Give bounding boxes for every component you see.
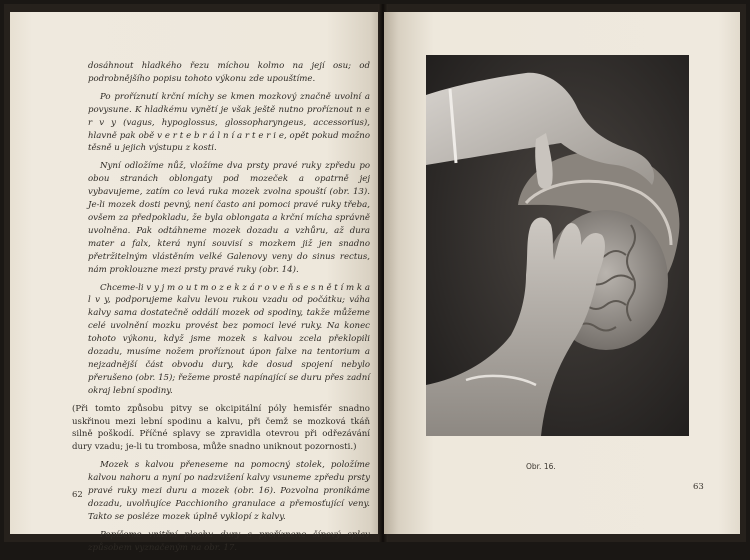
left-page bbox=[10, 12, 382, 553]
right-page bbox=[384, 12, 740, 534]
brain-removal-photo bbox=[426, 55, 689, 436]
page-number: 63 bbox=[693, 482, 704, 492]
open-book bbox=[4, 4, 746, 553]
paragraph: Mozek s kalvou přeneseme na pomocný stolek, položíme kalvou nahoru a nyní po nadzvižení kalvy vsuneme zpředu prsty pravé ruky mezi duru a mozek (obr. 16). Pozvolna pronikáme dozadu, uvolňujíce Pacchioniho granulace a přemosťující veny. Takto se posléze mozek úplně vyklopí z kalvy. bbox=[88, 460, 370, 522]
paragraph: Po proříznutí krční míchy se kmen mozkový značně uvolní a povysune. K hladkému vynětí je však ještě nutno proříznout n e r v y (vagus, hypoglossus, glossopharyngeus, accessorius), hlavně pak obě v e r t e b r á l n í a r t e r i e, opět pokud možno těsně u jejich výstupu z kosti. bbox=[88, 91, 370, 154]
paragraph: Nyní odložíme nůž, vložíme dva prsty pravé ruky zpředu po obou stranách oblongaty pod mozeček a opatrně jej vybavujeme, zatím co levá ruka mozek zvolna spouští (obr. 13). Je-li mozek dosti pevný, není často ani pomoci pravé ruky třeba, ovšem za předpokladu, že byla oblongata a krční mícha správně uvolněna. Pak odtáhneme mozek dozadu a vzhůru, až dura mater a falx, která nyní souvisí s mozkem již jen snadno přetržitelným vlástěním velké Galenovy veny do sinus rectus, nám proklouzne mezi prsty pravé ruky (obr. 14). bbox=[88, 161, 370, 275]
page-number: 62 bbox=[72, 490, 83, 500]
figure-caption: Obr. 16. bbox=[526, 462, 556, 471]
paragraph: Chceme-li v y j m o u t m o z e k z á r o v e ň s e s n ě t í m k a l v y, podporujeme kalvu levou rukou vzadu od počátku; váha kalvy sama dostatečně oddálí mozek od spodiny, takže můžeme celé uvolnění mozku provést bez pomoci levé ruky. Na konec tohoto výkonu, když jsme mozek s kalvou zcela překlopili dozadu, musíme nožem proříznout úpon falxe na tentorium a nejzadnější část obvodu dury, kde dosud spojení nebylo přerušeno (obr. 15); řežeme prostě napínající se duru přes zadní okraj lební spodiny. bbox=[88, 282, 370, 396]
paragraph: (Při tomto způsobu pitvy se okcipitální póly hemisfér snadno uskřinou mezi lební spodinu a kalvu, při čemž se mozková tkáň silně poškodí. Příčné splavy se zpravidla otevrou při odřezávání dury vzadu; je-li tu trombosa, může snadno uniknout pozornosti.) bbox=[72, 403, 370, 453]
paragraph: Popíšeme vnitřní plochu dury a proříznene šípový splav způsobem vyznačeným na obr. 17. bbox=[88, 529, 370, 553]
figure-photo bbox=[426, 55, 689, 436]
paragraph: dosáhnout hladkého řezu míchou kolmo na její osu; od podrobnějšího popisu tohoto výkonu zde upouštíme. bbox=[88, 61, 370, 84]
